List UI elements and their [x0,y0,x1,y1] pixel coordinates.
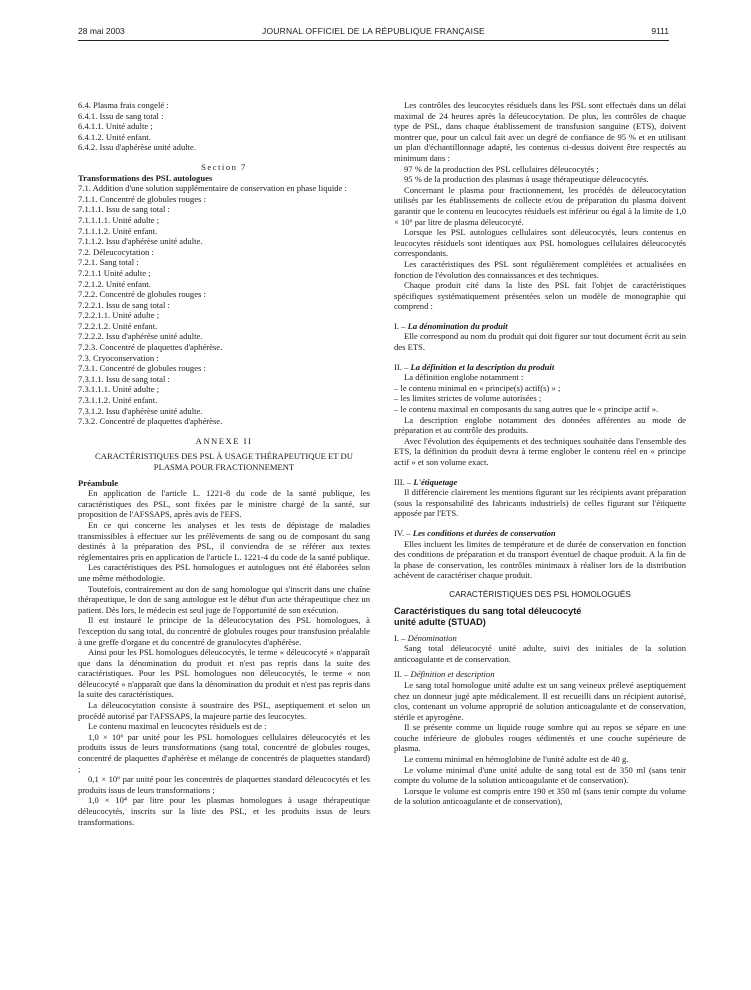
annexe-label: ANNEXE II [195,435,253,446]
paragraph: 1,0 × 10⁶ par unité pour les PSL homologues cellulaires déleucocytés et les produits issus de leurs transformations (sang total, concentré de globules rouges, concentré de plaquettes d'aphérèse et mélange de concentrés de plaquettes standard) ; [78,731,370,774]
list-item: 7.2.2.1.2. Unité enfant. [78,320,158,331]
paragraph: Il est instauré le principe de la déleucocytation des PSL homologues, à l'exception du sang total, du concentré de globules rouges pour transfusion préalable à une greffe d'organe et du concentré de granulocytes d'aphérèse. [78,615,370,647]
header-rule [78,40,669,41]
list-item: 7.3.1.1. Issu de sang total : [78,373,170,384]
header-page-number: 9111 [651,26,669,36]
list-item: 6.4.1. Issu de sang total : [78,110,164,121]
list-item: 7.1.1. Concentré de globules rouges : [78,193,206,204]
list-item: 7.3.1. Concentré de globules rouges : [78,363,206,374]
list-6-4 [78,100,370,153]
paragraph: Les caractéristiques des PSL sont régulièrement complétées et actualisées en fonction de l'évolution des connaissances et des techniques. [394,258,686,280]
list-item: 7.1.1.1. Issu de sang total : [78,204,170,215]
annexe-title: CARACTÉRISTIQUES DES PSL À USAGE THÉRAPEUTIQUE ET DU PLASMA POUR FRACTIONNEMENT [95,451,353,472]
paragraph: Toutefois, contrairement au don de sang homologue qui s'inscrit dans une chaîne thérapeutique, le don de sang autologue est le début d'un acte thérapeutique chez un patient. Dès lors, le médecin est seul juge de l'opportunité de son exécution. [78,583,370,615]
list-item: 7.3.1.1.1. Unité adulte ; [78,384,160,395]
stuad-title-line1: Caractéristiques du sang total déleucocyté [394,605,582,616]
homologues-heading: CARACTÉRISTIQUES DES PSL HOMOLOGUÉS [449,589,631,599]
list-item: 7.2.2. Concentré de globules rouges : [78,289,206,300]
list-item: – le contenu minimal en « principe(s) actif(s) » ; [394,382,561,393]
paragraph: Avec l'évolution des équipements et des techniques souhaitée dans l'ensemble des ETS, la définition du produit devra à terme englober le contenu réel en « principe actif » et son volume exact. [394,435,686,467]
paragraph: Les contrôles des leucocytes résiduels dans les PSL sont effectués dans un délai maximal de 24 heures après la déleucocytation. De plus, les contrôles de chaque type de PSL, dans chaque établissement de transfusion sanguine (ETS), doivent montrer que, pour un calcul fait avec un degré de confiance de 95 % et en utilisant un plan d'échantillonnage adapté, les contenus ci-dessus doivent être respectés au minimum dans : [394,100,686,163]
paragraph: Chaque produit cité dans la liste des PSL fait l'objet de caractéristiques spécifiques systématiquement présentées selon un modèle de monographie qui comprend : [394,280,686,312]
heading-number: II. – [394,361,409,372]
heading-text: Les conditions et durées de conservation [412,527,556,538]
list-item: 7.2. Déleucocytation : [78,246,154,257]
heading-number: I. – [394,632,406,643]
list-item: 7.2.2.2. Issu d'aphérèse unité adulte. [78,331,203,342]
list-item: 7.1.1.1.1. Unité adulte ; [78,214,160,225]
list-item: 7.1. Addition d'une solution supplémentaire de conservation en phase liquide : [78,183,347,194]
heading-conservation [394,528,686,539]
heading-text: La dénomination du produit [407,320,508,331]
section-title: Transformations des PSL autologues [78,172,213,183]
heading-number: II. – [394,669,409,680]
heading-denomination-produit [394,321,686,332]
preambule-heading: Préambule [78,477,119,488]
paragraph: Le volume minimal d'une unité adulte de sang total est de 350 ml (sans tenir compte du volume de la solution anticoagulante et de conservation). [394,764,686,786]
paragraph: 97 % de la production des PSL cellulaires déleucocytés ; [404,163,599,174]
paragraph: Sang total déleucocyté unité adulte, suivi des initiales de la solution anticoagulante et de conservation. [394,643,686,664]
list-item: – le contenu maximal en composants du sang autres que le « principe actif ». [394,404,659,415]
list-item: 6.4.2. Issu d'aphérèse unité adulte. [78,142,197,153]
paragraph: Lorsque les PSL autologues cellulaires sont déleucocytés, leurs contenus en leucocytes résiduels sont identiques aux PSL homologues cellulaires déleucocytés correspondants. [394,227,686,259]
paragraph: 0,1 × 10⁶ par unité pour les concentrés de plaquettes standard déleucocytés et les produits issus de leurs transformations ; [78,774,370,795]
heading-number: I. – [394,320,406,331]
heading-definition-produit [394,362,686,373]
heading-text: La définition et la description du produit [410,361,555,372]
paragraph: Lorsque le volume est compris entre 190 et 350 ml (sans tenir compte du volume de la solution anticoagulante et de conservation), [394,785,686,807]
paragraph: Il différencie clairement les mentions figurant sur les récipients avant préparation (sous la responsabilité des fabricants industriels) de celles figurant sur l'étiquette apposée par l'ETS. [394,487,686,519]
list-item: 7.3. Cryoconservation : [78,352,159,363]
paragraph: En ce qui concerne les analyses et les tests de dépistage de maladies transmissibles à effectuer sur les prélèvements de sang ou de composant du sang destinés à la préparation des PSL, il conviendra de se référer aux textes réglementaires pris en application de l'article L. 1221-4 du code de la santé publique. [78,519,370,562]
paragraph: Concernant le plasma pour fractionnement, les procédés de déleucocytation utilisés par les établissements de collecte et/ou de préparation du plasma doivent garantir que le contenu en leucocytes résiduels est inférieur ou égal à la limite de 1,0 × 10⁶ par litre de plasma déleucocyté. [394,184,686,227]
heading-text: L'étiquetage [413,476,458,487]
list-item: 6.4.1.2. Unité enfant. [78,131,151,142]
right-column [394,100,686,807]
paragraph: Le sang total homologue unité adulte est un sang veineux prélevé aseptiquement chez un donneur jugé apte médicalement. Il est recueilli dans un récipient autorisé, clos, contenant un volume approprié de solution anticoagulante et de conservation, stérile et apyrogène. [394,679,686,722]
paragraph: Les caractéristiques des PSL homologues et autologues ont été élaborées selon une même méthodologie. [78,562,370,583]
list-item: 6.4. Plasma frais congelé : [78,100,169,110]
list-item: 7.3.1.1.2. Unité enfant. [78,395,158,406]
paragraph: En application de l'article L. 1221-8 du code de la santé publique, les caractéristiques des PSL, sont fixées par le ministre chargé de la santé, sur proposition de l'AFSSAPS, après avis de l'EFS. [78,488,370,520]
list-item: 7.2.1.1 Unité adulte ; [78,267,151,278]
heading-text: Définition et description [410,669,495,680]
paragraph: 1,0 × 10⁴ par litre pour les plasmas homologues à usage thérapeutique déleucocytés, inscrits sur la liste des PSL, et les produits issus de leurs transformations. [78,795,370,827]
paragraph: La définition englobe notamment : [404,372,524,383]
list-item: 7.2.1. Sang total : [78,257,139,268]
paragraph: La description englobe notamment des données afférentes au mode de préparation et au contrôle des produits. [394,414,686,436]
list-item: 7.2.2.1. Issu de sang total : [78,299,170,310]
list-7 [78,183,370,427]
list-item: 6.4.1.1. Unité adulte ; [78,121,153,132]
paragraph: Il se présente comme un liquide rouge sombre qui au repos se sépare en une couche inférieure de globules rouges sédimentés et une couche supérieure de plasma. [394,722,686,754]
heading-definition-description [394,669,686,680]
list-item: – les limites strictes de volume autorisées ; [394,393,542,404]
list-item: 7.3.1.2. Issu d'aphérèse unité adulte. [78,405,203,416]
list-item: 7.2.2.1.1. Unité adulte ; [78,310,160,321]
paragraph: Elle correspond au nom du produit qui doit figurer sur tout document écrit au sein des ETS. [394,331,686,353]
heading-etiquetage [394,477,686,488]
stuad-title-line2: unité adulte (STUAD) [394,616,486,627]
heading-number: III. – [394,476,412,487]
paragraph: 95 % de la production des plasmas à usage thérapeutique déleucocytés. [404,174,649,185]
list-item: 7.1.1.1.2. Unité enfant. [78,225,158,236]
paragraph: La déleucocytation consiste à soustraire des PSL, aseptiquement et selon un procédé autorisé par l'AFSSAPS, la majeure partie des leucocytes. [78,700,370,721]
header-journal-title: JOURNAL OFFICIEL DE LA RÉPUBLIQUE FRANÇAISE [262,26,485,36]
paragraph: Le contenu maximal en leucocytes résiduels est de : [88,721,267,732]
paragraph: Elles incluent les limites de température et de durée de conservation en fonction des conditions de préparation et du transport éventuel de chaque produit. A la fin de la phase de conservation, les contrôles minimaux à réaliser lors de la distribution achèvent de caractériser chaque produit. [394,538,686,581]
section-label: Section 7 [201,161,247,172]
page-header [78,26,669,40]
list-item: 7.2.1.2. Unité enfant. [78,278,151,289]
header-date: 28 mai 2003 [78,26,125,36]
list-item: 7.3.2. Concentré de plaquettes d'aphérèse. [78,416,223,427]
heading-denomination [394,633,686,644]
paragraph: Le contenu minimal en hémoglobine de l'unité adulte est de 40 g. [404,754,629,765]
left-column [78,100,370,827]
paragraph: Ainsi pour les PSL homologues déleucocytés, le terme « déleucocyté » n'apparaît que dans la dénomination du produit et n'est pas repris dans la suite des caractéristiques. Pour les PSL homologues non déleucocytés, le terme « non déleucocyté » n'apparaît que dans la dénomination du produit et n'est pas repris dans la suite des caractéristiques. [78,647,370,700]
heading-text: Dénomination [407,632,457,643]
heading-number: IV. – [394,527,411,538]
list-item: 7.2.3. Concentré de plaquettes d'aphérèse. [78,342,223,353]
list-item: 7.1.1.2. Issu d'aphérèse unité adulte. [78,236,203,247]
